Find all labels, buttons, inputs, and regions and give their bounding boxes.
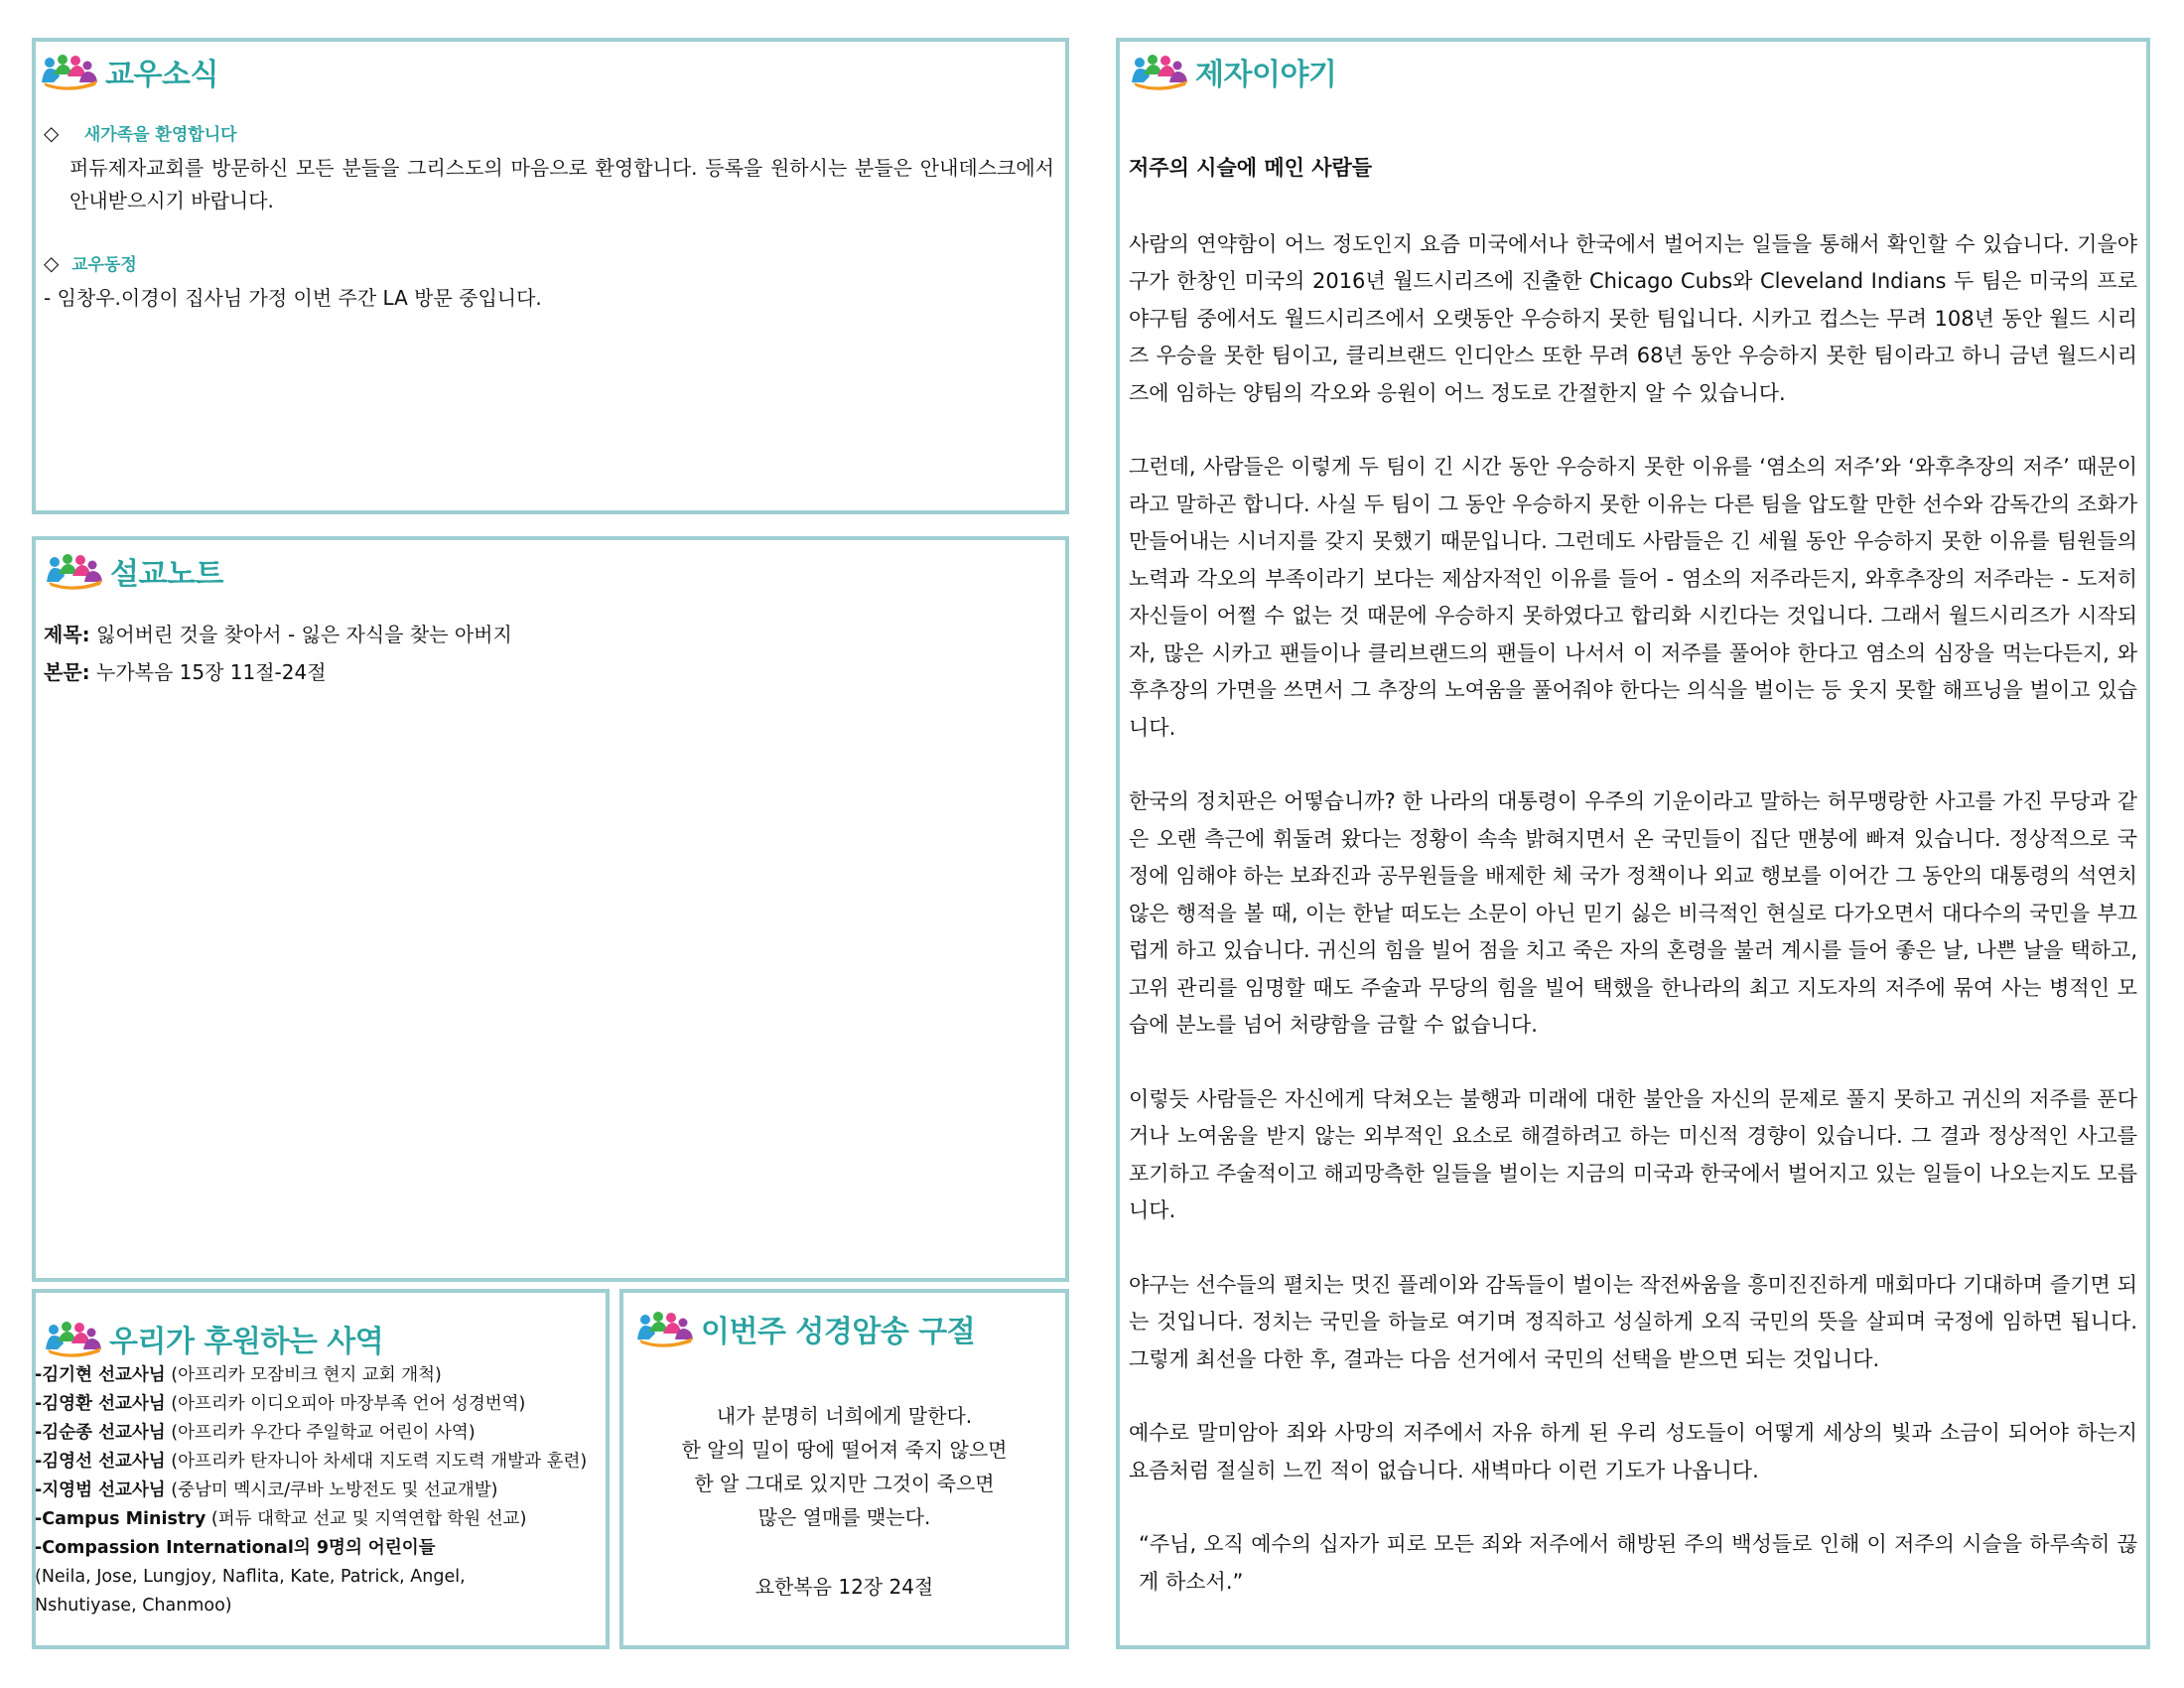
- missions-title-row: [44, 1317, 383, 1360]
- welcome-body: 퍼듀제자교회를 방문하신 모든 분들을 그리스도의 마음으로 환영합니다. 등록을 원하시는 분들은 안내데스크에서 안내받으시기 바랍니다.: [69, 156, 1054, 212]
- spacer: [1129, 1045, 2137, 1081]
- sermon-text-label: 본문:: [44, 660, 90, 684]
- spacer: [44, 217, 1054, 247]
- spacer: [1129, 412, 2137, 449]
- welcome-heading-row: [44, 117, 1054, 152]
- mission-item: [35, 1477, 605, 1505]
- news-title: 교우소식: [105, 58, 218, 92]
- mission-name: -김영환 선교사님: [35, 1394, 166, 1414]
- sermon-subject: 잃어버린 것을 찾아서 - 잃은 자식을 찾는 아버지: [89, 623, 512, 646]
- status-marker: ◇: [44, 251, 60, 275]
- spacer: [1129, 747, 2137, 783]
- story-title: 제자이야기: [1195, 58, 1337, 92]
- people-group-logo-icon: [45, 552, 104, 590]
- mission-name: -김순종 선교사님: [35, 1423, 166, 1443]
- story-paragraph: 이렇듯 사람들은 자신에게 닥쳐오는 불행과 미래에 대한 불안을 자신의 문제로 풀지 못하고 귀신의 저주를 푼다거나 노여움을 받지 않는 외부적인 요소로 해결하려고 하는 미신적 경향이 있습니다. 그 결과 정상적인 사고를 포기하고 주술적이고 해괴망측한 일들을 벌이는 지금의 미국과 한국에서 벌어지고 있는 일들이 나오는지도 모릅니다.: [1129, 1086, 2137, 1222]
- missions-list: [35, 1361, 605, 1620]
- mission-item: [35, 1361, 605, 1390]
- spacer: [1129, 188, 2137, 226]
- mission-detail: (아프리카 모잠비크 현지 교회 개척): [165, 1365, 442, 1385]
- mission-item: [35, 1390, 605, 1419]
- people-group-logo-icon: [635, 1310, 695, 1347]
- sermon-info: [44, 616, 1054, 691]
- people-group-logo-icon: [1130, 53, 1189, 90]
- status-heading: 교우동정: [71, 255, 137, 275]
- news-title-row: [40, 50, 218, 93]
- mission-item: [35, 1505, 605, 1534]
- story-paragraph: 사람의 연약함이 어느 정도인지 요즘 미국에서나 한국에서 벌어지는 일들을 통해서 확인할 수 있습니다. 기을야구가 한창인 미국의 2016년 월드시리즈에 진출한 Chicago Cubs와 Cleveland Indians 두 팀은 미국의 프로 야구팀 중에서도 월드시리즈에서 오랫동안 우승하지 못한 팀입니다. 시카고 컵스는 무려 108년 동안 월드 시리즈 우승을 못한 팀이고, 클리브랜드 인디안스 또한 무려 68년 동안 우승하지 못한 팀이라고 하니 금년 월드시리즈에 임하는 양팀의 각오와 응원이 어느 정도로 간절한지 알 수 있습니다.: [1129, 231, 2137, 405]
- mission-children-line: (Neila, Jose, Lungjoy, Naflita, Kate, Patrick, Angel,: [35, 1567, 466, 1587]
- status-body: - 임창우.이경이 집사님 가정 이번 주간 LA 방문 중입니다.: [44, 286, 542, 310]
- mission-name: -Compassion International의 9명의 어린이들: [35, 1538, 436, 1558]
- story-headline: 저주의 시슬에 메인 사람들: [1129, 156, 1373, 180]
- mission-item: [35, 1419, 605, 1448]
- spacer: [623, 1534, 1065, 1570]
- story-paragraph: 야구는 선수들의 펼치는 멋진 플레이와 감독들이 벌이는 작전싸움을 흥미진진하게 매회마다 기대하며 즐기면 되는 것입니다. 정치는 국민을 하늘로 여기며 정직하고 성실하게 오직 국민의 뜻을 살피며 국정에 임하면 됩니다. 그렇게 최선을 다한 후, 결과는 다음 선거에서 국민의 선택을 받으면 되는 것입니다.: [1129, 1272, 2137, 1371]
- story-title-row: [1130, 50, 1336, 93]
- mission-name: -지영범 선교사님: [35, 1480, 166, 1500]
- mission-detail: (아프리카 이디오피아 마장부족 언어 성경번역): [165, 1394, 526, 1414]
- sermon-subject-row: [44, 616, 1054, 653]
- sermon-text: 누가복음 15장 11절-24절: [89, 660, 327, 684]
- mission-detail: (퍼듀 대학교 선교 및 지역연합 학원 선교): [205, 1509, 527, 1529]
- verse-text: [623, 1399, 1065, 1604]
- verse-line: 한 알 그대로 있지만 그것이 죽으면: [694, 1472, 995, 1495]
- story-prayer: “주님, 오직 예수의 십자가 피로 모든 죄와 저주에서 해방된 주의 백성들로 인해 이 저주의 시슬을 하루속히 끊게 하소서.”: [1139, 1532, 2137, 1594]
- welcome-section: [44, 117, 1054, 315]
- mission-detail: (아프리카 우간다 주일학교 어린이 사역): [165, 1423, 476, 1443]
- welcome-heading: 새가족을 환영합니다: [83, 125, 237, 145]
- sermon-subject-label: 제목:: [44, 623, 90, 646]
- verse-title: 이번주 성경암송 구절: [701, 1315, 976, 1349]
- story-body: [1129, 150, 2137, 1601]
- mission-name: -김영선 선교사님: [35, 1452, 166, 1472]
- mission-item: [35, 1534, 605, 1563]
- verse-line: 한 알의 밀이 땅에 떨어져 죽지 않으면: [681, 1438, 1008, 1462]
- story-paragraph: 한국의 정치판은 어떻습니까? 한 나라의 대통령이 우주의 기운이라고 말하는 허무맹랑한 사고를 가진 무당과 같은 오랜 측근에 휘둘려 왔다는 정황이 속속 밝혀지면서 온 국민들이 집단 맨붕에 빠져 있습니다. 정상적으로 국정에 임해야 하는 보좌진과 공무원들을 배제한 체 국가 정책이나 외교 행보를 이어간 그 동안의 대통령의 석연치 않은 행적을 볼 때, 이는 한낱 떠도는 소문이 아닌 믿기 싫은 비극적인 현실로 다가오면서 대다수의 국민을 부끄럽게 하고 있습니다. 귀신의 힘을 빌어 점을 치고 죽은 자의 혼령을 불러 계시를 들어 좋은 날, 나쁜 날을 택하고, 고위 관리를 임명할 때도 주술과 무당의 힘을 빌어 택했을 한나라의 최고 지도자의 저주에 묶여 사는 병적인 모습에 분노를 넘어 처량함을 금할 수 없습니다.: [1129, 789, 2137, 1037]
- mission-detail: (아프리카 탄자니아 차세대 지도력 지도력 개발과 훈련): [165, 1452, 588, 1472]
- spacer: [1129, 1230, 2137, 1267]
- sermon-title-row: [45, 549, 223, 593]
- mission-detail: (중남미 멕시코/쿠바 노방전도 및 선교개발): [165, 1480, 498, 1500]
- people-group-logo-icon: [44, 1320, 103, 1357]
- mission-item: [35, 1448, 605, 1477]
- verse-line: 많은 열매를 맺는다.: [757, 1505, 931, 1529]
- welcome-marker: ◇: [44, 121, 60, 145]
- spacer: [1129, 1378, 2137, 1415]
- verse-title-row: [635, 1307, 975, 1350]
- spacer: [1129, 1489, 2137, 1526]
- verse-line: 내가 분명히 너희에게 말한다.: [716, 1404, 973, 1428]
- sermon-text-row: [44, 653, 1054, 691]
- verse-reference: 요한복음 12장 24절: [754, 1575, 934, 1599]
- status-heading-row: [44, 247, 1054, 282]
- story-paragraph: 예수로 말미암아 죄와 사망의 저주에서 자유 하게 된 우리 성도들이 어떻게 세상의 빛과 소금이 되어야 하는지 요즘처럼 절실히 느낀 적이 없습니다. 새벽마다 이런 기도가 나옵니다.: [1129, 1421, 2137, 1482]
- missions-title: 우리가 후원하는 사역: [109, 1325, 384, 1359]
- people-group-logo-icon: [40, 53, 99, 90]
- mission-name: -김기현 선교사님: [35, 1365, 166, 1385]
- story-paragraph: 그런데, 사람들은 이렇게 두 팀이 긴 시간 동안 우승하지 못한 이유를 ‘염소의 저주’와 ‘와후추장의 저주’ 때문이라고 말하곤 합니다. 사실 두 팀이 그 동안 우승하지 못한 이유는 다른 팀을 압도할 만한 선수와 감독간의 조화가 만들어내는 시너지를 갖지 못했기 때문입니다. 그런데도 사람들은 긴 세월 동안 우승하지 못한 이유를 팀원들의 노력과 각오의 부족이라기 보다는 제삼자적인 이유를 들어 - 염소의 저주라든지, 와후추장의 저주라는 - 도저히 자신들이 어쩔 수 없는 것 때문에 우승하지 못하였다고 합리화 시킨다는 것입니다. 그래서 월드시리즈가 시작되자, 많은 시카고 팬들이나 클리브랜드의 팬들이 나서서 이 저주를 풀어야 한다고 염소의 심장을 먹는다든지, 와후추장의 가면을 쓰면서 그 추장의 노여움을 풀어줘야 한다는 의식을 벌이는 등 웃지 못할 해프닝을 벌이고 있습니다.: [1129, 455, 2137, 740]
- sermon-title: 설교노트: [110, 557, 223, 592]
- mission-children-line: Nshutiyase, Chanmoo): [35, 1596, 232, 1616]
- mission-name: -Campus Ministry: [35, 1509, 206, 1529]
